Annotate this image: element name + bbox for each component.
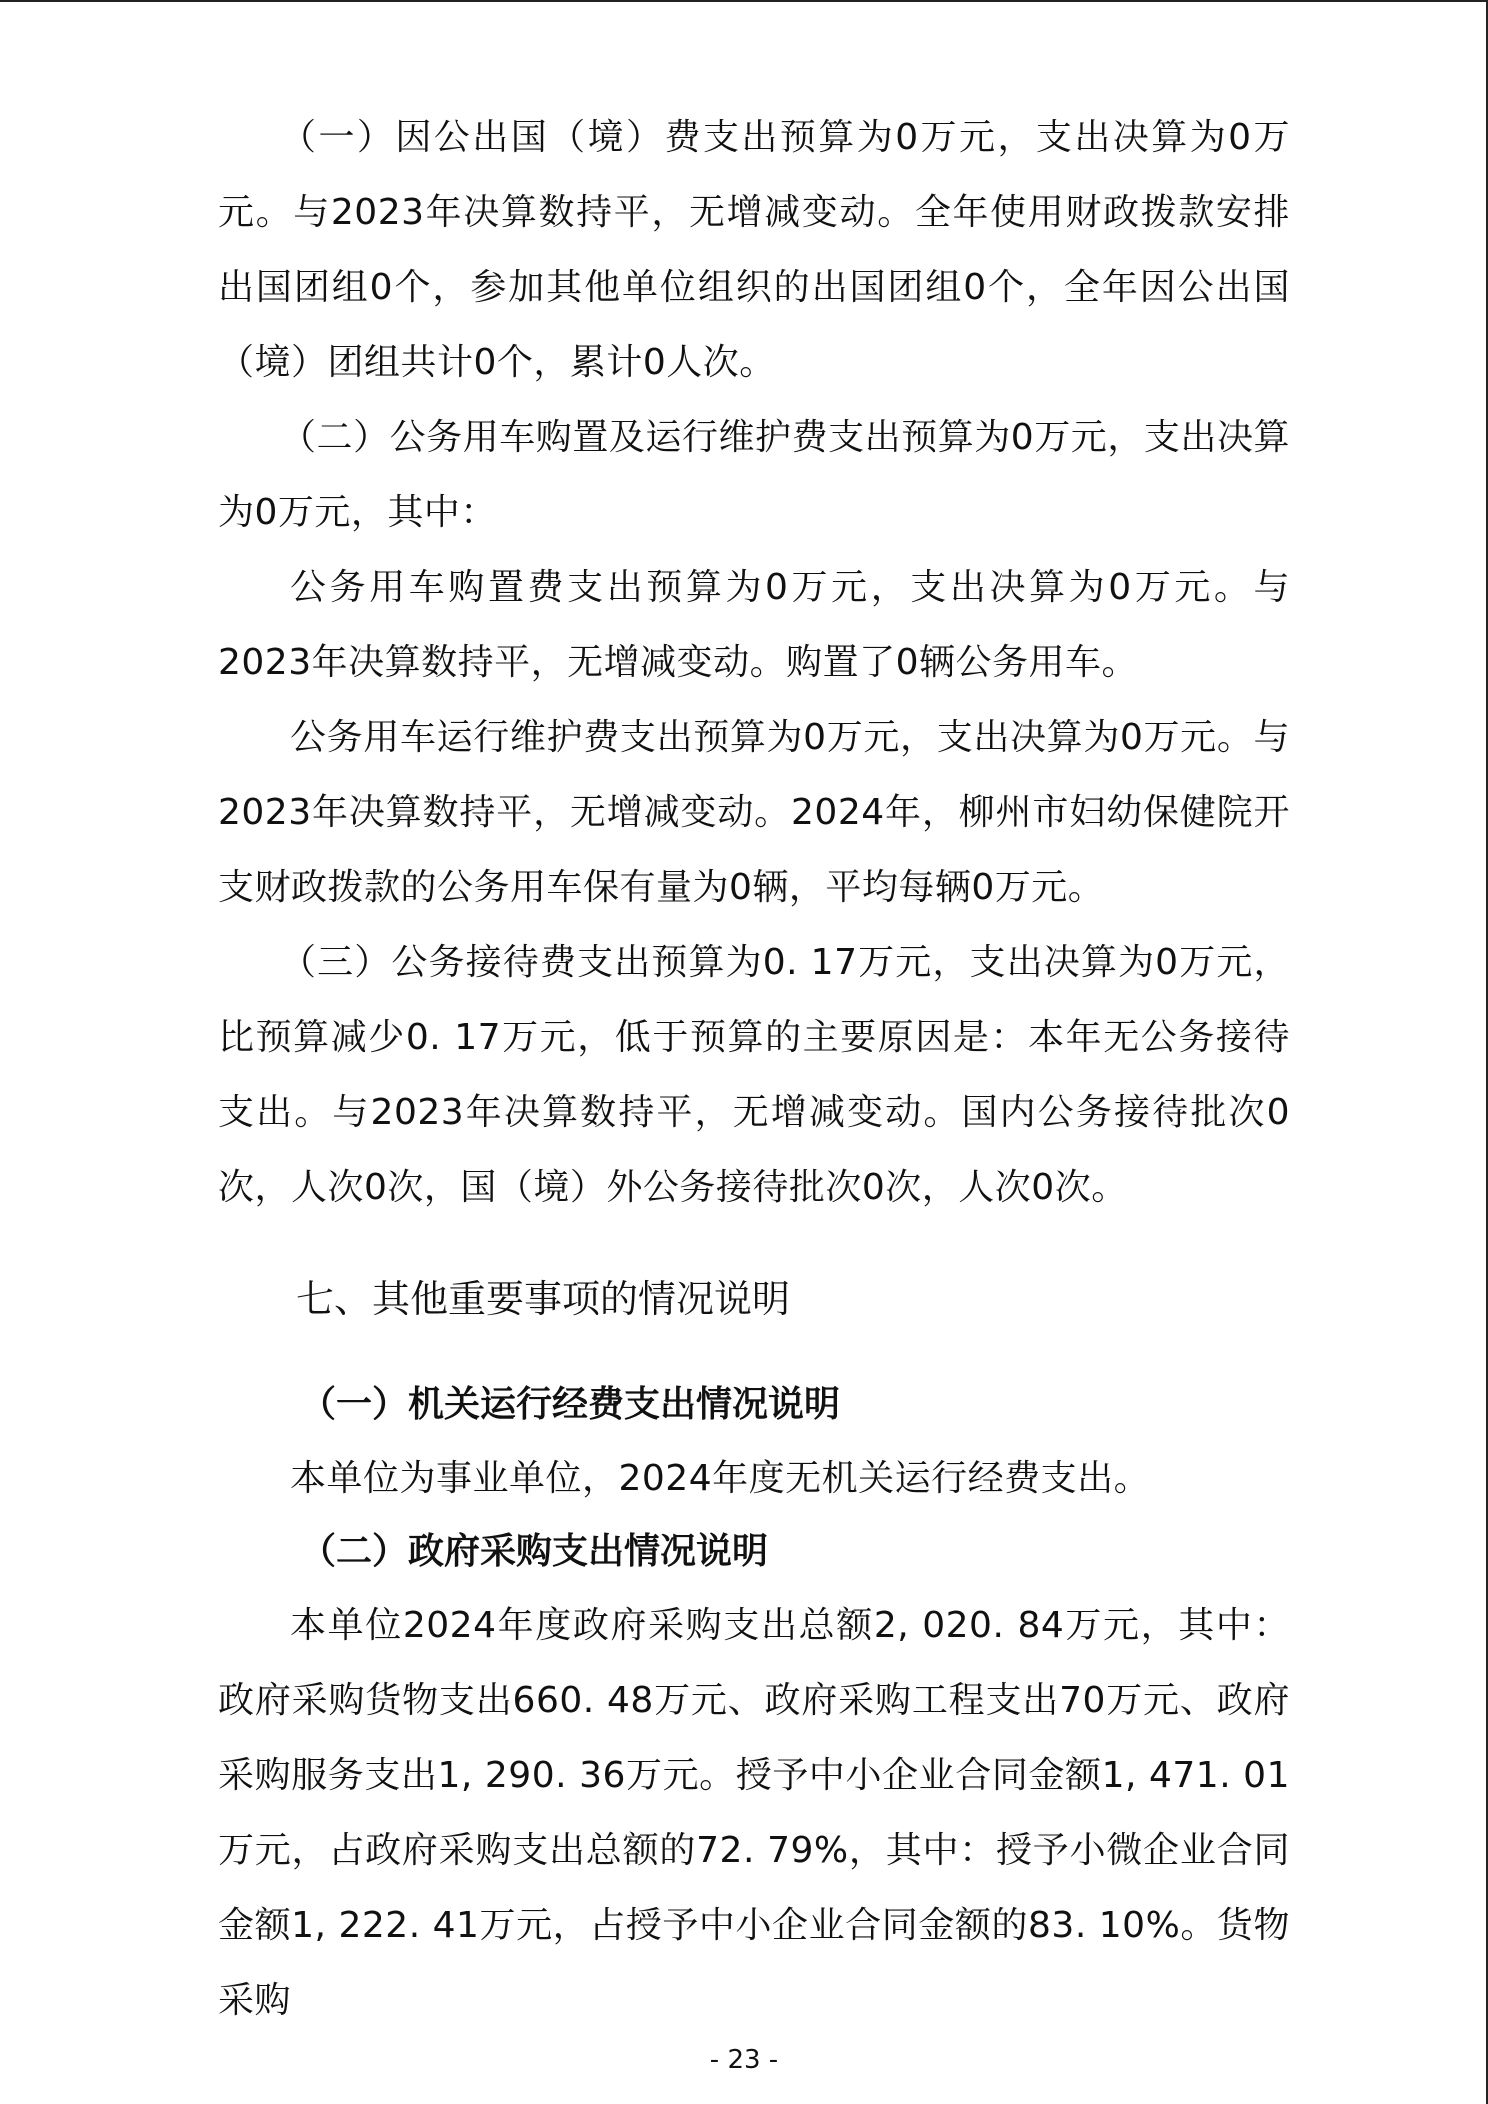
page-border-top <box>0 0 1488 2</box>
document-body <box>218 100 1290 2038</box>
paragraph-reception: （三）公务接待费支出预算为0. 17万元，支出决算为0万元，比预算减少0. 17万元，低于预算的主要原因是：本年无公务接待支出。与2023年决算数持平，无增减变动。国内公务接待批次0次，人次0次，国（境）外公务接待批次0次，人次0次。 <box>218 942 1290 1208</box>
subheading-operating-expenses: （一）机关运行经费支出情况说明 <box>300 1384 841 1425</box>
subheading-procurement: （二）政府采购支出情况说明 <box>300 1531 769 1572</box>
paragraph-operating-expenses: 本单位为事业单位，2024年度无机关运行经费支出。 <box>290 1458 1151 1499</box>
paragraph-vehicle-purchase: 公务用车购置费支出预算为0万元，支出决算为0万元。与2023年决算数持平，无增减变动。购置了0辆公务用车。 <box>218 567 1290 683</box>
paragraph-procurement: 本单位2024年度政府采购支出总额2, 020. 84万元，其中：政府采购货物支出660. 48万元、政府采购工程支出70万元、政府采购服务支出1, 290. 36万元。授予中小企业合同金额1, 471. 01万元，占政府采购支出总额的72. 79%，其中：授予小微企业合同金额1, 222. 41万元，占授予中小企业合同金额的83. 10%。货物采购 <box>218 1605 1290 2021</box>
page-number: - 23 - <box>709 2045 779 2075</box>
paragraph-vehicle-summary: （二）公务用车购置及运行维护费支出预算为0万元，支出决算为0万元，其中： <box>218 417 1290 533</box>
paragraph-overseas-travel: （一）因公出国（境）费支出预算为0万元，支出决算为0万元。与2023年决算数持平，无增减变动。全年使用财政拨款安排出国团组0个，参加其他单位组织的出国团组0个，全年因公出国（境）团组共计0个，累计0人次。 <box>218 117 1290 383</box>
section-heading-other-matters: 七、其他重要事项的情况说明 <box>296 1277 791 1321</box>
paragraph-vehicle-operation: 公务用车运行维护费支出预算为0万元，支出决算为0万元。与2023年决算数持平，无增减变动。2024年，柳州市妇幼保健院开支财政拨款的公务用车保有量为0辆，平均每辆0万元。 <box>218 717 1290 908</box>
